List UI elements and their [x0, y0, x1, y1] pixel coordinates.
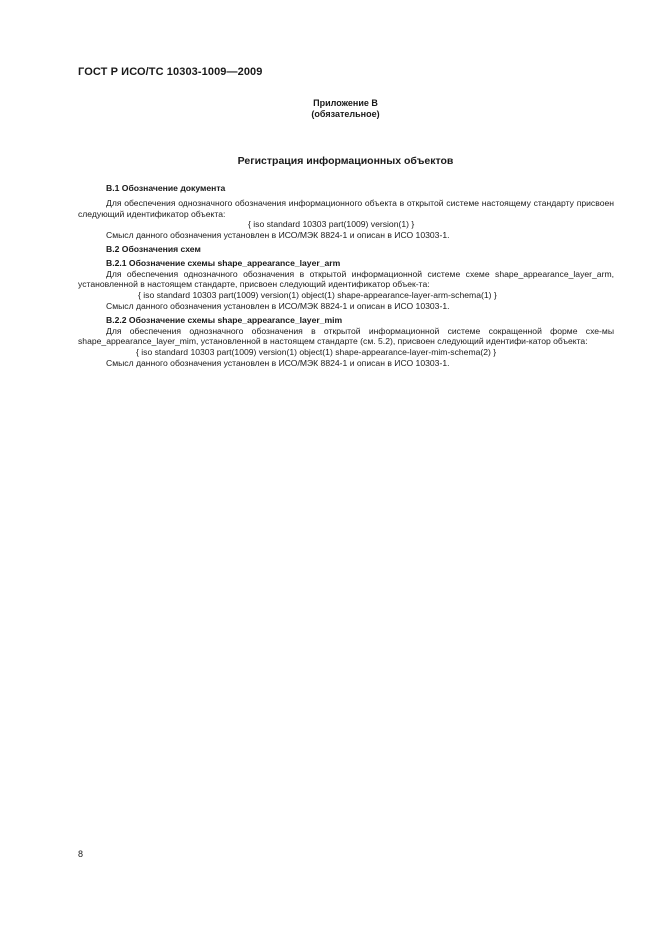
- b1-identifier: { iso standard 10303 part(1009) version(1) }: [248, 219, 415, 230]
- b21-meaning: Смысл данного обозначения установлен в ИСО/МЭК 8824-1 и описан в ИСО 10303-1.: [106, 300, 450, 311]
- b21-paragraph: Для обеспечения однозначного обозначения в открытой информационной системе схеме shape_appearance_layer_arm, установленной в настоящем стандарте, присвоен следующий идентификатор объек-та:: [78, 268, 614, 290]
- page-number: 8: [78, 849, 84, 859]
- annex-heading: [0, 98, 661, 120]
- b22-identifier: { iso standard 10303 part(1009) version(1) object(1) shape-appearance-layer-mim-schema(2) }: [136, 347, 497, 358]
- b2-heading: В.2 Обозначения схем: [106, 243, 201, 254]
- b22-heading: В.2.2 Обозначение схемы shape_appearance_layer_mim: [106, 314, 343, 325]
- document-body: [78, 183, 614, 369]
- b21-heading: В.2.1 Обозначение схемы shape_appearance_layer_arm: [106, 257, 341, 268]
- annex-title: Приложение В: [313, 98, 378, 108]
- annex-status: (обязательное): [311, 109, 380, 119]
- b22-meaning: Смысл данного обозначения установлен в ИСО/МЭК 8824-1 и описан в ИСО 10303-1.: [106, 357, 450, 368]
- section-title: Регистрация информационных объектов: [237, 155, 454, 167]
- b22-paragraph: Для обеспечения однозначного обозначения в открытой информационной системе сокращенной форме схе-мы shape_appearance_layer_mim, установленной в настоящем стандарте (см. 5.2), присвоен следующий идентифи-катор объекта:: [78, 325, 614, 347]
- b1-heading: В.1 Обозначение документа: [106, 183, 226, 193]
- b1-paragraph: Для обеспечения однозначного обозначения информационного объекта в открытой системе настоящему стандарту присвоен следующий идентификатор объекта:: [78, 197, 614, 219]
- b1-meaning: Смысл данного обозначения установлен в ИСО/МЭК 8824-1 и описан в ИСО 10303-1.: [106, 230, 450, 241]
- b21-identifier: { iso standard 10303 part(1009) version(1) object(1) shape-appearance-layer-arm-schema(1) }: [138, 290, 497, 301]
- document-header: ГОСТ Р ИСО/ТС 10303-1009—2009: [78, 66, 263, 78]
